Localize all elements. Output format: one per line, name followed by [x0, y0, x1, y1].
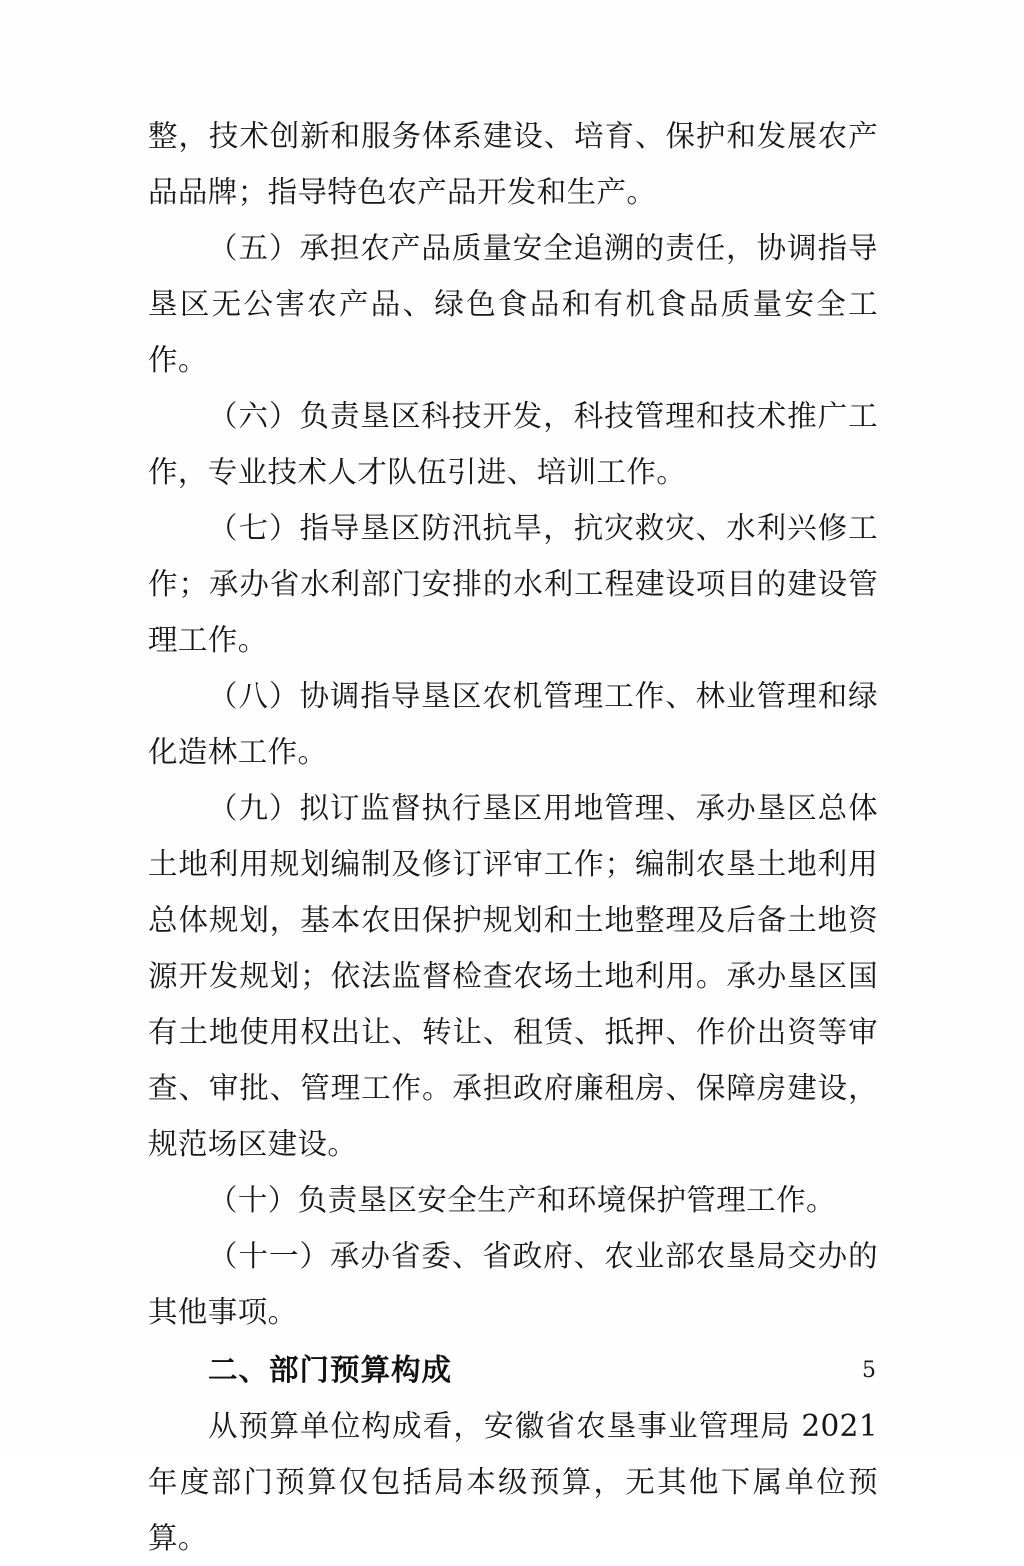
section-heading: 二、部门预算构成 — [208, 1353, 453, 1387]
paragraph-closing: 从预算单位构成看，安徽省农垦事业管理局 2021 年度部门预算仅包括局本级预算，无其他下属单位预算。 — [148, 1409, 878, 1555]
page-number: 5 — [862, 1358, 876, 1383]
paragraph-item-5: （五）承担农产品质量安全追溯的责任，协调指导垦区无公害农产品、绿色食品和有机食品质量安全工作。 — [148, 231, 878, 377]
paragraph-item-11: （十一）承办省委、省政府、农业部农垦局交办的其他事项。 — [148, 1239, 878, 1329]
paragraph-item-9: （九）拟订监督执行垦区用地管理、承办垦区总体土地利用规划编制及修订评审工作；编制农垦土地利用总体规划，基本农田保护规划和土地整理及后备土地资源开发规划；依法监督检查农场土地利用。承办垦区国有土地使用权出让、转让、租赁、抵押、作价出资等审查、审批、管理工作。承担政府廉租房、保障房建设，规范场区建设。 — [148, 791, 878, 1161]
paragraph-item-6: （六）负责垦区科技开发，科技管理和技术推广工作，专业技术人才队伍引进、培训工作。 — [148, 399, 878, 489]
paragraph-continued: 整，技术创新和服务体系建设、培育、保护和发展农产品品牌；指导特色农产品开发和生产。 — [148, 119, 878, 209]
paragraph-item-10: （十）负责垦区安全生产和环境保护管理工作。 — [208, 1183, 836, 1217]
document-body — [148, 108, 878, 1566]
paragraph-item-7: （七）指导垦区防汛抗旱，抗灾救灾、水利兴修工作；承办省水利部门安排的水利工程建设项目的建设管理工作。 — [148, 511, 878, 657]
paragraph-item-8: （八）协调指导垦区农机管理工作、林业管理和绿化造林工作。 — [148, 679, 878, 769]
